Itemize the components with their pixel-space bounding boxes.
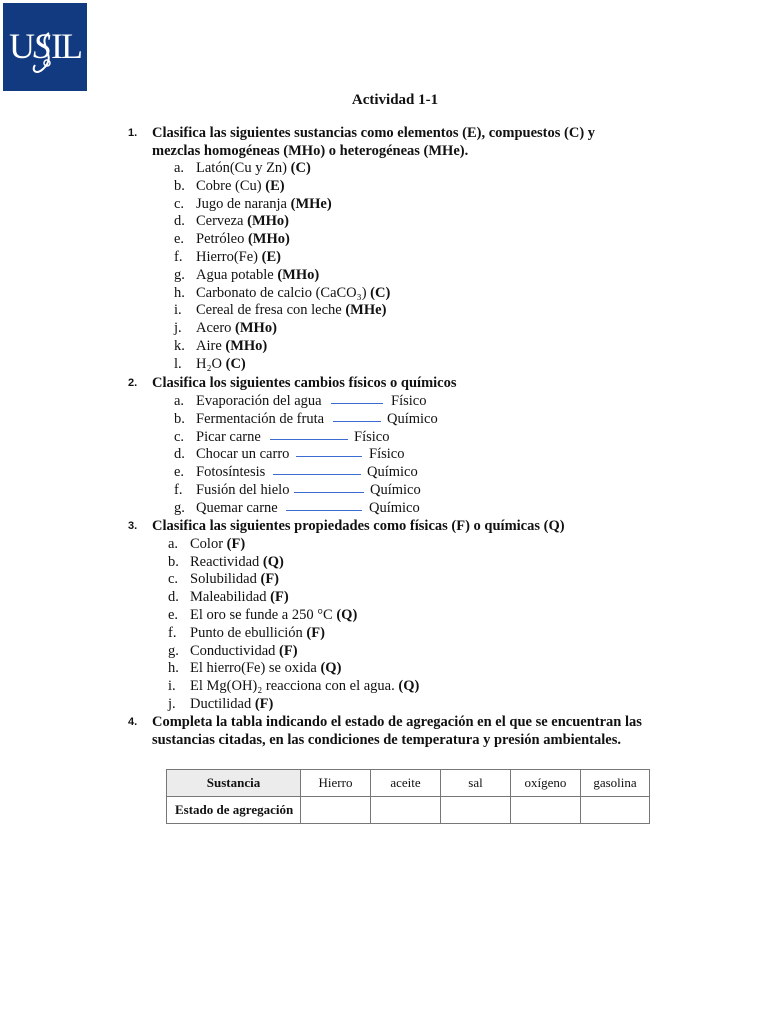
item-answer: (F) xyxy=(254,696,274,712)
item-letter: j. xyxy=(168,696,176,712)
question-text-line: Completa la tabla indicando el estado de agregación en el que se encuentran las xyxy=(152,714,642,730)
item-text: Maleabilidad xyxy=(190,589,271,605)
item-text: Acero xyxy=(196,320,236,336)
table-header-cell: oxígeno xyxy=(511,770,581,797)
item-answer: (E) xyxy=(261,249,281,265)
states-table xyxy=(166,769,650,824)
item-letter: a. xyxy=(174,160,185,176)
list-item xyxy=(174,429,261,447)
item-text: H₂O xyxy=(196,356,226,372)
list-item xyxy=(168,536,245,554)
table-header-cell: Hierro xyxy=(301,770,371,797)
item-text: Chocar un carro xyxy=(196,446,290,462)
item-answer: (Q) xyxy=(336,607,358,623)
list-item xyxy=(174,446,289,464)
item-letter: e. xyxy=(174,464,185,480)
item-text: Fusión del hielo xyxy=(196,482,290,498)
item-text: Conductividad xyxy=(190,643,280,659)
question-text-line: Clasifica las siguientes propiedades como físicas (F) o químicas (Q) xyxy=(152,518,565,534)
item-text: Agua potable xyxy=(196,267,278,283)
item-letter: f. xyxy=(174,249,183,265)
list-item xyxy=(168,571,279,589)
item-letter: b. xyxy=(174,411,185,427)
item-answer: (MHo) xyxy=(247,213,289,229)
table-row xyxy=(167,797,650,824)
list-item xyxy=(168,607,357,625)
connector-line xyxy=(286,510,362,511)
item-text: El oro se funde a 250 °C xyxy=(190,607,337,623)
item-answer: (MHe) xyxy=(290,196,332,212)
question-number: 4. xyxy=(128,716,138,728)
logo-letter-l: L xyxy=(61,26,83,66)
item-text: Cerveza xyxy=(196,213,248,229)
item-answer: (MHo) xyxy=(225,338,268,354)
item-letter: h. xyxy=(168,660,179,676)
connector-line xyxy=(294,492,364,493)
item-letter: d. xyxy=(174,446,185,462)
table-header-cell: aceite xyxy=(371,770,441,797)
item-answer: (MHe) xyxy=(345,302,387,318)
item-answer: (Q) xyxy=(320,660,342,676)
usil-logo-mark xyxy=(3,3,87,91)
item-text: Color xyxy=(190,536,227,552)
logo-letter-s: S xyxy=(33,26,51,66)
item-text: Latón(Cu y Zn) xyxy=(196,160,291,176)
list-item xyxy=(174,411,324,429)
table-cell[interactable] xyxy=(371,797,441,824)
question-number: 2. xyxy=(128,377,138,389)
item-text: Quemar carne xyxy=(196,500,278,516)
list-item xyxy=(168,660,341,678)
item-answer: Químico xyxy=(387,411,438,427)
item-letter: c. xyxy=(174,196,185,212)
item-text: Jugo de naranja xyxy=(196,196,291,212)
item-letter: l. xyxy=(174,356,182,372)
item-letter: i. xyxy=(174,302,182,318)
item-answer: Físico xyxy=(369,446,405,462)
item-answer: Físico xyxy=(354,429,390,445)
item-text: Aire xyxy=(196,338,226,354)
list-item xyxy=(168,696,273,714)
item-answer: (MHo) xyxy=(235,320,277,336)
item-answer: (F) xyxy=(306,625,325,641)
logo-letter-u: U xyxy=(9,26,35,66)
page-title: Actividad 1-1 xyxy=(351,92,439,108)
question-text-line: mezclas homogéneas (MHo) o heterogéneas (MHe). xyxy=(152,143,469,159)
item-letter: k. xyxy=(174,338,185,354)
list-item xyxy=(174,356,246,374)
item-text: Cobre (Cu) xyxy=(196,178,266,194)
item-letter: j. xyxy=(174,320,182,336)
table-header-row xyxy=(167,770,650,797)
item-answer: (F) xyxy=(260,571,280,587)
item-letter: g. xyxy=(174,500,185,516)
list-item xyxy=(174,231,290,249)
item-letter: c. xyxy=(174,429,185,445)
connector-line xyxy=(333,421,381,422)
question-number: 1. xyxy=(128,127,138,139)
item-answer: Químico xyxy=(370,482,421,498)
item-answer: (C) xyxy=(370,285,391,301)
table-header-cell: Sustancia xyxy=(167,770,301,797)
connector-line xyxy=(296,456,362,457)
item-answer: (MHo) xyxy=(277,267,320,283)
item-answer: (Q) xyxy=(398,678,420,694)
question-text-line: Clasifica los siguientes cambios físicos o químicos xyxy=(152,375,457,391)
item-text: El hierro(Fe) se oxida xyxy=(190,660,321,676)
item-letter: a. xyxy=(168,536,179,552)
item-answer: (MHo) xyxy=(247,231,290,247)
list-item xyxy=(174,285,390,303)
question-number: 3. xyxy=(128,520,138,532)
list-item xyxy=(174,178,285,196)
item-answer: Físico xyxy=(391,393,427,409)
item-text: Carbonato de calcio (CaCO₃) xyxy=(196,285,371,301)
item-letter: b. xyxy=(174,178,185,194)
list-item xyxy=(174,160,311,178)
item-text: Ductilidad xyxy=(190,696,255,712)
item-text: Hierro(Fe) xyxy=(196,249,262,265)
item-letter: g. xyxy=(168,643,179,659)
list-item xyxy=(174,482,289,500)
item-text: Petróleo xyxy=(196,231,248,247)
table-header-cell: sal xyxy=(441,770,511,797)
table-cell[interactable] xyxy=(581,797,650,824)
table-row-label: Estado de agregación xyxy=(167,797,301,824)
item-text: Punto de ebullición xyxy=(190,625,307,641)
item-letter: g. xyxy=(174,267,185,283)
question-text-line: Clasifica las siguientes sustancias como elementos (E), compuestos (C) y xyxy=(152,125,596,141)
item-letter: f. xyxy=(168,625,177,641)
item-letter: a. xyxy=(174,393,185,409)
list-item xyxy=(174,249,281,267)
item-letter: b. xyxy=(168,554,179,570)
table-cell[interactable] xyxy=(441,797,511,824)
connector-line xyxy=(331,403,383,404)
list-item xyxy=(168,643,298,661)
item-text: El Mg(OH)₂ reacciona con el agua. xyxy=(190,678,399,694)
item-answer: (E) xyxy=(265,178,285,194)
table-cell[interactable] xyxy=(301,797,371,824)
connector-line xyxy=(273,474,361,475)
question-text-line: sustancias citadas, en las condiciones de temperatura y presión ambientales. xyxy=(152,732,621,748)
item-answer: Químico xyxy=(367,464,418,480)
item-text: Reactividad xyxy=(190,554,263,570)
item-answer: (F) xyxy=(279,643,298,659)
table-cell[interactable] xyxy=(511,797,581,824)
item-letter: d. xyxy=(174,213,185,229)
item-text: Solubilidad xyxy=(190,571,261,587)
logo-letter-i: I xyxy=(51,26,63,66)
item-answer: (C) xyxy=(225,356,246,372)
item-letter: h. xyxy=(174,285,185,301)
item-letter: e. xyxy=(168,607,179,623)
item-letter: f. xyxy=(174,482,183,498)
item-text: Picar carne xyxy=(196,429,261,445)
item-text: Fotosíntesis xyxy=(196,464,266,480)
list-item xyxy=(174,302,386,320)
list-item xyxy=(174,500,278,518)
list-item xyxy=(174,464,265,482)
item-letter: e. xyxy=(174,231,185,247)
item-answer: (F) xyxy=(226,536,246,552)
list-item xyxy=(168,589,289,607)
item-answer: (C) xyxy=(290,160,311,176)
list-item xyxy=(174,393,322,411)
list-item xyxy=(168,678,419,696)
list-item xyxy=(174,196,332,214)
table-header-cell: gasolina xyxy=(581,770,650,797)
item-text: Evaporación del agua xyxy=(196,393,322,409)
item-answer: (Q) xyxy=(262,554,284,570)
connector-line xyxy=(270,439,348,440)
list-item xyxy=(174,320,277,338)
list-item xyxy=(174,267,319,285)
list-item xyxy=(168,554,284,572)
usil-logo xyxy=(3,3,87,91)
item-letter: d. xyxy=(168,589,179,605)
list-item xyxy=(168,625,325,643)
item-letter: c. xyxy=(168,571,179,587)
item-text: Cereal de fresa con leche xyxy=(196,302,346,318)
item-answer: (F) xyxy=(270,589,289,605)
item-answer: Químico xyxy=(369,500,420,516)
list-item xyxy=(174,213,289,231)
list-item xyxy=(174,338,267,356)
item-text: Fermentación de fruta xyxy=(196,411,325,427)
item-letter: i. xyxy=(168,678,176,694)
